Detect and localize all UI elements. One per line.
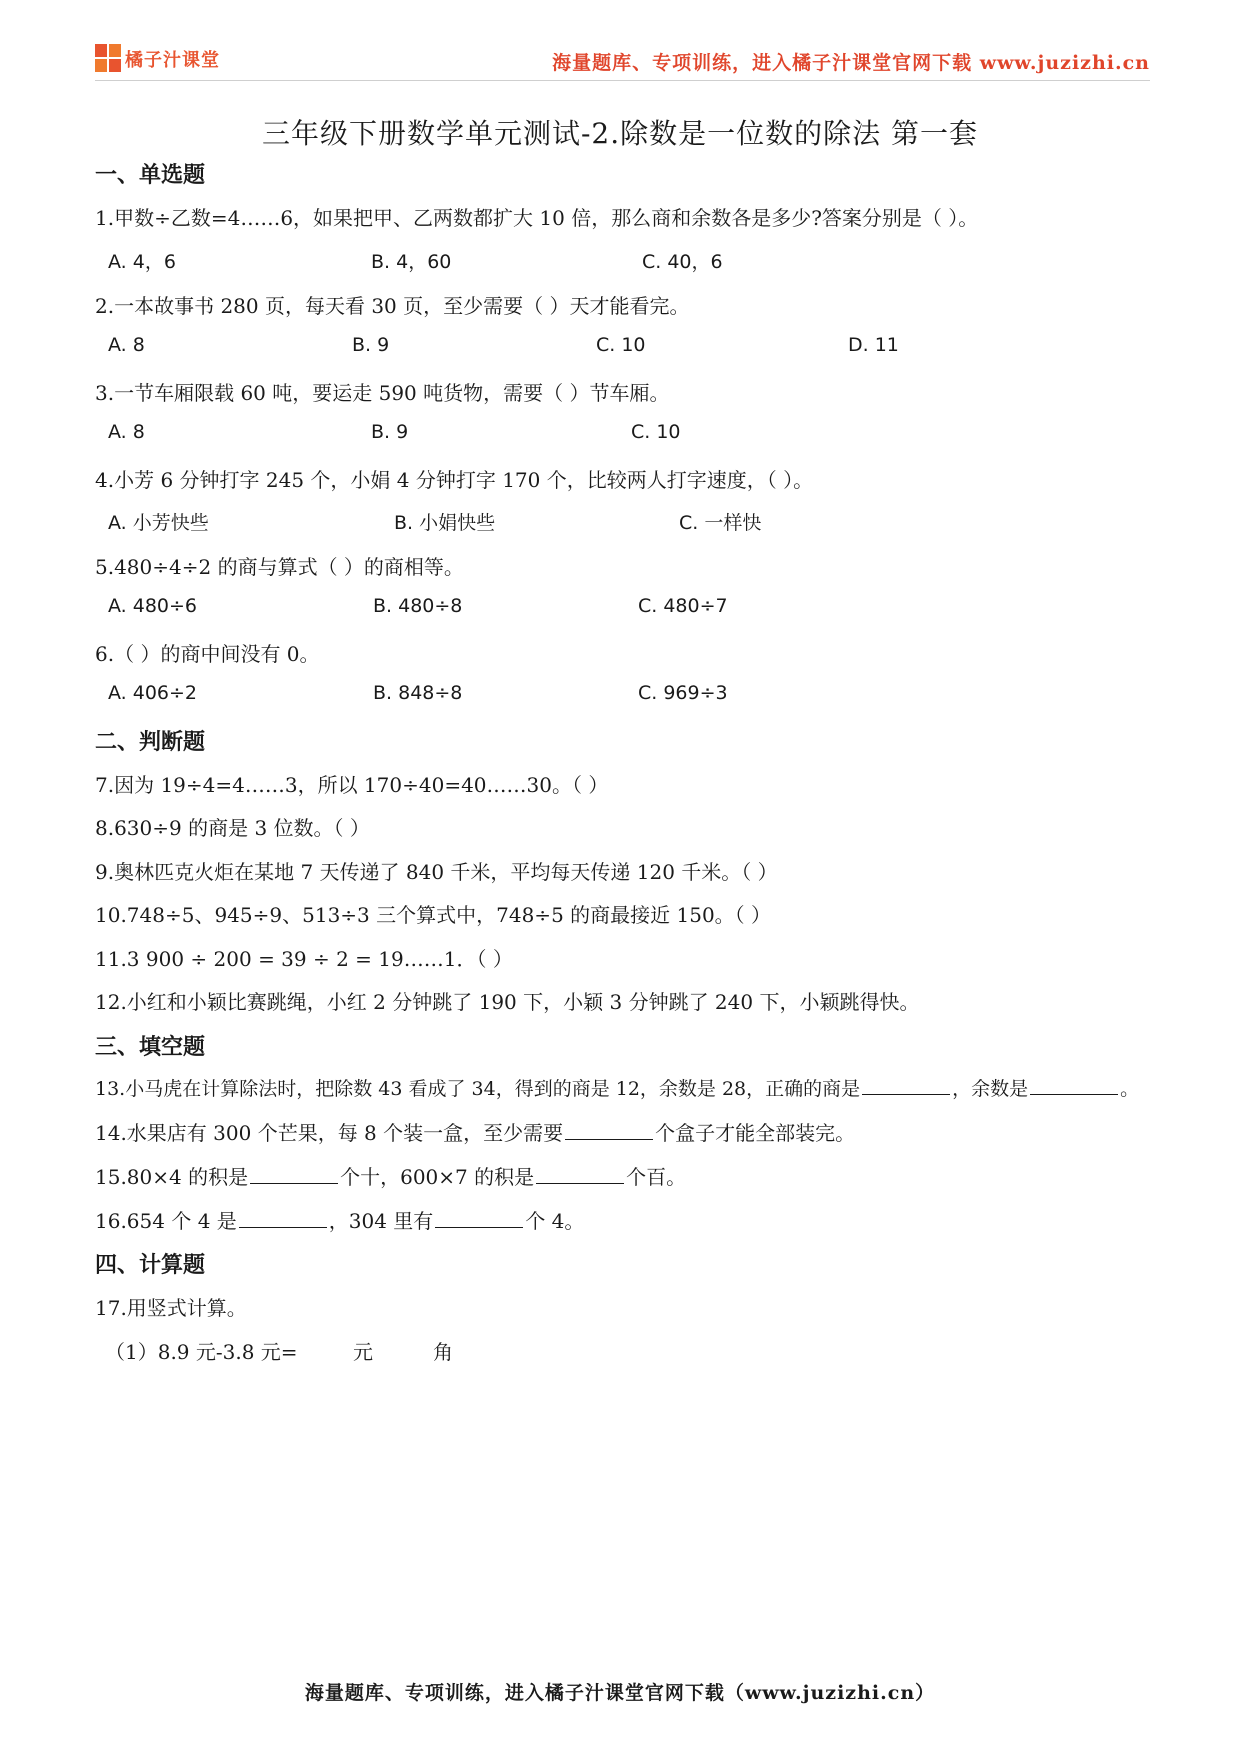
- answer-blank[interactable]: [250, 1182, 338, 1184]
- question-14-text-2: 个盒子才能全部装完。: [655, 1121, 856, 1145]
- question-3-option-b[interactable]: B. 9: [371, 421, 409, 443]
- question-5-option-c[interactable]: C. 480÷7: [638, 595, 728, 617]
- brand-name: 橘子汁课堂: [125, 50, 220, 71]
- question-15-text-1: 15.80×4 的积是: [95, 1165, 249, 1189]
- question-3-option-c[interactable]: C. 10: [631, 421, 681, 443]
- question-2-option-c[interactable]: C. 10: [596, 334, 646, 356]
- orange-logo-icon: [95, 44, 121, 74]
- question-4: 4.小芳 6 分钟打字 245 个，小娟 4 分钟打字 170 个，比较两人打字速度，（ ）。: [95, 468, 814, 492]
- section-heading-calculation: 四、计算题: [95, 1252, 206, 1278]
- question-13: [95, 1074, 1139, 1101]
- answer-blank[interactable]: [1030, 1093, 1118, 1095]
- question-2-option-d[interactable]: D. 11: [848, 334, 899, 356]
- question-5: 5.480÷4÷2 的商与算式（ ）的商相等。: [95, 555, 464, 579]
- question-10: 10.748÷5、945÷9、513÷3 三个算式中，748÷5 的商最接近 150。（ ）: [95, 903, 772, 927]
- section-heading-single-choice: 一、单选题: [95, 162, 206, 188]
- answer-blank[interactable]: [239, 1226, 327, 1228]
- question-14-text-1: 14.水果店有 300 个芒果，每 8 个装一盒，至少需要: [95, 1121, 564, 1145]
- question-1-option-b[interactable]: B. 4，60: [371, 251, 452, 273]
- question-6-option-b[interactable]: B. 848÷8: [373, 682, 463, 704]
- question-1-option-c[interactable]: C. 40，6: [642, 251, 723, 273]
- question-9: 9.奥林匹克火炬在某地 7 天传递了 840 千米，平均每天传递 120 千米。（ ）: [95, 860, 778, 884]
- answer-blank[interactable]: [435, 1226, 523, 1228]
- question-16-text-1: 16.654 个 4 是: [95, 1209, 237, 1233]
- question-17: 17.用竖式计算。: [95, 1296, 247, 1320]
- question-4-option-a[interactable]: A. 小芳快些: [108, 512, 209, 534]
- question-13-text-2: ，余数是: [952, 1078, 1029, 1100]
- question-12: 12.小红和小颖比赛跳绳，小红 2 分钟跳了 190 下，小颖 3 分钟跳了 240 下，小颖跳得快。: [95, 990, 920, 1014]
- question-5-option-b[interactable]: B. 480÷8: [373, 595, 463, 617]
- question-7: 7.因为 19÷4=4……3，所以 170÷40=40……30。（ ）: [95, 773, 609, 797]
- brand-logo[interactable]: [95, 44, 220, 74]
- question-13-text-3: 。: [1120, 1078, 1140, 1100]
- header-divider: [95, 80, 1150, 81]
- page-header: [95, 38, 1150, 78]
- section-heading-fill-blank: 三、填空题: [95, 1034, 206, 1060]
- question-4-option-b[interactable]: B. 小娟快些: [394, 512, 496, 534]
- question-3: 3.一节车厢限载 60 吨，要运走 590 吨货物，需要（ ）节车厢。: [95, 381, 670, 405]
- unit-yuan: 元: [353, 1340, 373, 1364]
- question-2-option-b[interactable]: B. 9: [352, 334, 390, 356]
- question-5-option-a[interactable]: A. 480÷6: [108, 595, 198, 617]
- answer-blank[interactable]: [565, 1138, 653, 1140]
- page-footer[interactable]: 海量题库、专项训练，进入橘子汁课堂官网下载（www.juzizhi.cn）: [304, 1682, 936, 1704]
- question-13-text-1: 13.小马虎在计算除法时，把除数 43 看成了 34，得到的商是 12，余数是 28，正确的商是: [95, 1078, 861, 1100]
- question-16-text-3: 个 4。: [525, 1209, 585, 1233]
- question-15: [95, 1161, 686, 1190]
- question-6-option-a[interactable]: A. 406÷2: [108, 682, 198, 704]
- question-2-option-a[interactable]: A. 8: [108, 334, 145, 356]
- question-1: 1.甲数÷乙数=4……6，如果把甲、乙两数都扩大 10 倍，那么商和余数各是多少?答案分别是（ ）。: [95, 206, 979, 230]
- question-15-text-3: 个百。: [626, 1165, 687, 1189]
- question-6-option-c[interactable]: C. 969÷3: [638, 682, 728, 704]
- question-15-text-2: 个十，600×7 的积是: [340, 1165, 535, 1189]
- question-2: 2.一本故事书 280 页，每天看 30 页，至少需要（ ）天才能看完。: [95, 294, 690, 318]
- question-4-option-c[interactable]: C. 一样快: [679, 512, 762, 534]
- question-6: 6.（ ）的商中间没有 0。: [95, 642, 320, 666]
- answer-blank[interactable]: [862, 1093, 950, 1095]
- header-slogan[interactable]: 海量题库、专项训练，进入橘子汁课堂官网下载 www.juzizhi.cn: [552, 52, 1150, 74]
- question-11: 11.3 900 ÷ 200 = 39 ÷ 2 = 19……1．（ ）: [95, 947, 513, 971]
- question-14: [95, 1117, 855, 1146]
- question-1-option-a[interactable]: A. 4，6: [108, 251, 176, 273]
- question-16: [95, 1205, 584, 1234]
- answer-blank[interactable]: [536, 1182, 624, 1184]
- unit-jiao: 角: [433, 1340, 453, 1364]
- question-3-option-a[interactable]: A. 8: [108, 421, 145, 443]
- section-heading-true-false: 二、判断题: [95, 729, 206, 755]
- question-8: 8.630÷9 的商是 3 位数。（ ）: [95, 816, 370, 840]
- page-title: 三年级下册数学单元测试-2.除数是一位数的除法 第一套: [261, 117, 979, 150]
- question-16-text-2: ，304 里有: [328, 1209, 434, 1233]
- question-17-part-1: （1）8.9 元-3.8 元=: [105, 1340, 298, 1364]
